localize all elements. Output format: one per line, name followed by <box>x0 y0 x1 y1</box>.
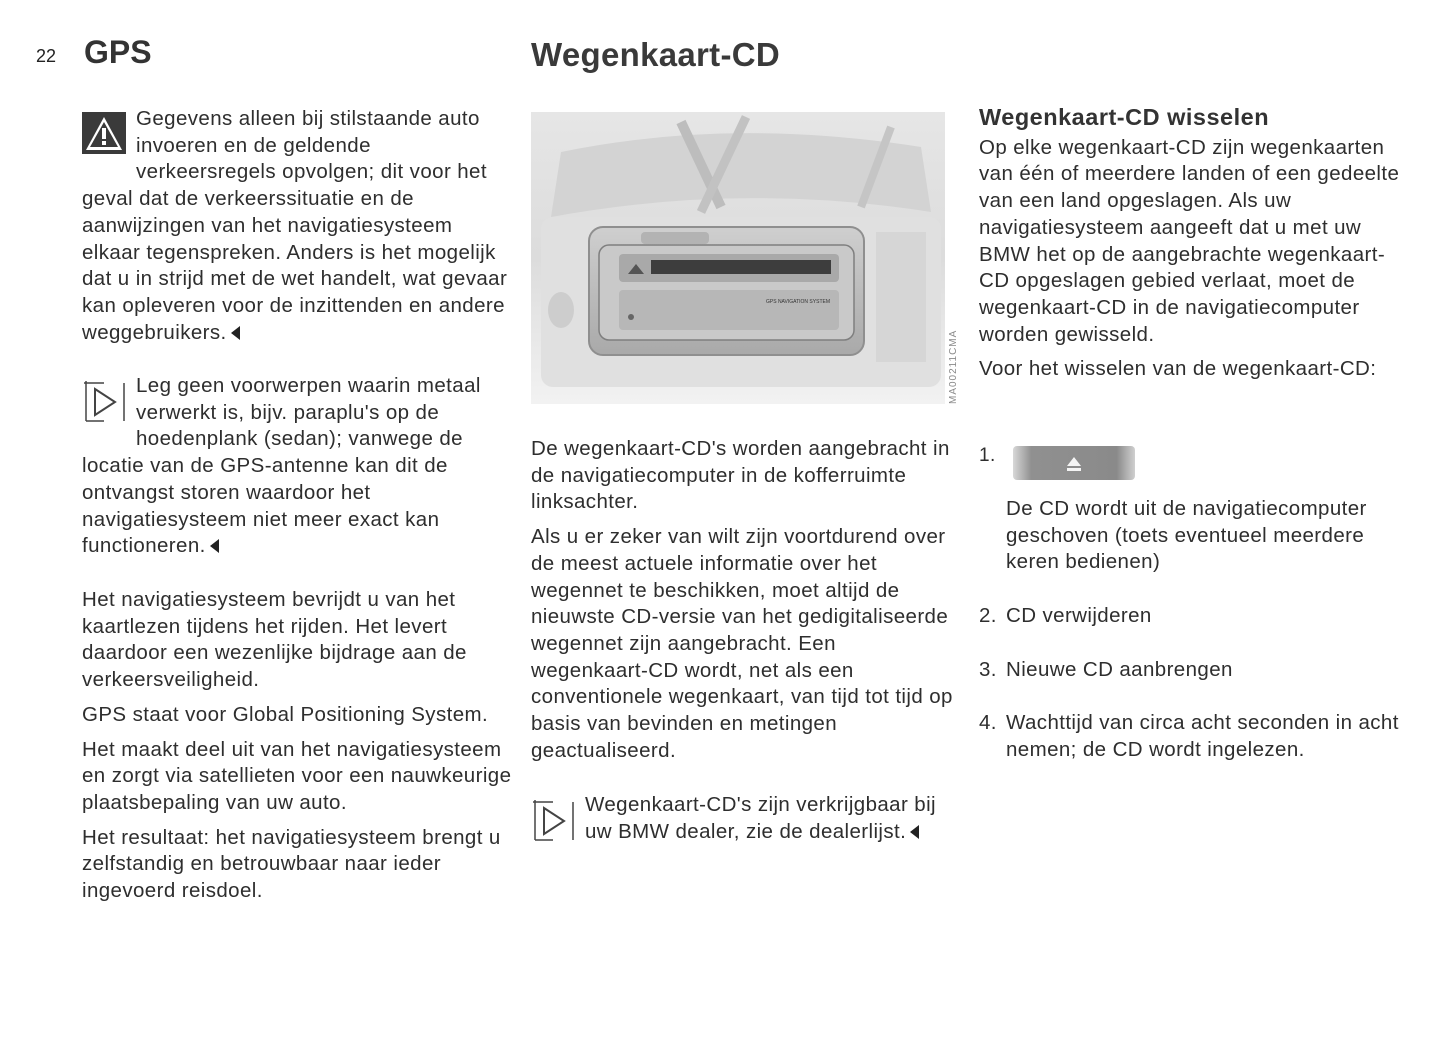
paragraph: Als u er zeker van wilt zijn voortdurend over de meest actuele informatie over het wegennet te beschikken, moet altijd de nieuwste CD-versie van het gedigitaliseerde wegennet zijn aangebracht. Een wegenkaart-CD wordt, net als een conventionele wegenkaart, van tijd tot tijd op basis van bevinden en metingen geactualiseerd. <box>531 525 953 762</box>
step-1-text: De CD wordt uit de navigatiecomputer geschoven (toets eventueel meerdere keren bedienen) <box>1006 497 1367 574</box>
end-mark-icon <box>910 825 919 839</box>
photo-code: MA00211CMA <box>948 329 959 404</box>
right-column <box>979 104 1411 383</box>
paragraph: GPS staat voor Global Positioning System. <box>82 702 489 726</box>
paragraph: Het navigatiesysteem bevrijdt u van het kaartlezen tijdens het rijden. Het levert daardoor een wezenlijke bijdrage aan de verkeersveiligheid. <box>82 588 467 692</box>
section-title: GPS <box>84 34 152 70</box>
warning-triangle-icon <box>82 112 126 162</box>
step-text: CD verwijderen <box>1006 604 1152 627</box>
note-text: Wegenkaart-CD's zijn verkrijgbaar bij uw BMW dealer, zie de dealerlijst. <box>585 793 937 843</box>
middle-paragraphs <box>531 436 956 764</box>
subheading: Wegenkaart-CD wisselen <box>979 104 1270 130</box>
note-arrow-icon <box>531 798 575 850</box>
note-text: Leg geen voorwerpen waarin metaal verwerkt is, bijv. paraplu's op de hoedenplank (sedan); vanwege de locatie van de GPS-antenne kan dit de ontvangst storen waardoor het navigatiesysteem niet meer exact kan functioneren. <box>82 374 481 558</box>
page-number: 22 <box>36 46 57 66</box>
end-mark-icon <box>231 326 240 340</box>
step-2 <box>979 603 1411 630</box>
step-text: Nieuwe CD aanbrengen <box>1006 658 1233 681</box>
step-number: 2. <box>979 604 997 627</box>
navigation-computer-photo <box>531 112 945 404</box>
device-label: GPS NAVIGATION SYSTEM <box>766 299 830 305</box>
left-paragraphs <box>82 587 514 905</box>
paragraph: Het resultaat: het navigatiesysteem brengt u zelfstandig en betrouwbaar naar ieder ingevoerd reisdoel. <box>82 825 501 903</box>
paragraph: Het maakt deel uit van het navigatiesysteem en zorgt via satellieten voor een nauwkeurige plaatsbepaling van uw auto. <box>82 737 512 814</box>
step-text: Wachttijd van circa acht seconden in acht nemen; de CD wordt ingelezen. <box>1006 711 1399 761</box>
step-number: 1. <box>979 445 996 466</box>
warning-text: Gegevens alleen bij stilstaande auto invoeren en de geldende verkeersregels opvolgen; dit voor het geval dat de verkeerssituatie en de aanwijzingen van het navigatiesysteem elkaar tegenspreken. Anders is het mogelijk dat u in strijd met de wet handelt, wat gevaar kan opleveren voor de inzittenden en andere weggebruikers. <box>82 107 508 344</box>
paragraph: De wegenkaart-CD's worden aangebracht in de navigatiecomputer in de kofferruimte linksachter. <box>531 437 950 514</box>
paragraph: Op elke wegenkaart-CD zijn wegenkaarten van één of meerdere landen of een gedeelte van een land opgeslagen. Als uw navigatiesysteem aangeeft dat u met uw BMW het op de aangebrachte wegenkaart-CD opgeslagen gebied verlaat, moet de wegenkaart-CD in de navigatiecomputer worden gewisseld. <box>979 135 1400 346</box>
step-3 <box>979 657 1411 684</box>
step-number: 4. <box>979 711 997 734</box>
paragraph: Voor het wisselen van de wegenkaart-CD: <box>979 357 1377 381</box>
step-4 <box>979 710 1411 763</box>
step-number: 3. <box>979 658 997 681</box>
warning-block <box>82 106 514 346</box>
eject-button-icon <box>1013 444 1135 482</box>
note-arrow-icon <box>82 379 126 431</box>
dealer-note-block <box>531 792 956 850</box>
page-title: Wegenkaart-CD <box>531 36 781 73</box>
note-block <box>82 373 514 560</box>
end-mark-icon <box>210 539 219 553</box>
